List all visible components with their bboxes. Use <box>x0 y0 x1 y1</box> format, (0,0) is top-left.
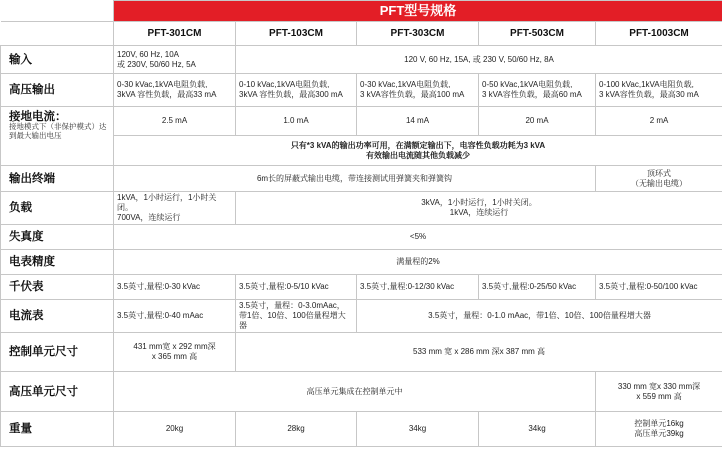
hv-output-cell: 0-50 kVac,1kVA电阻负载, 3 kVA容性负载，最高60 mA <box>479 74 596 107</box>
input-cell: 120V, 60 Hz, 10A 或 230V, 50/60 Hz, 5A <box>114 46 236 74</box>
table-row-hv-output <box>1 74 722 107</box>
load-shared-cell: 3kVA，1小时运行，1小时关闭。 1kVA，连续运行 <box>236 192 722 225</box>
table-row-kv-meter <box>1 275 722 300</box>
ground-value: 2.5 mA <box>114 107 236 136</box>
weight-cell: 28kg <box>236 412 357 447</box>
terminal-last: 顶环式 （无输出电缆） <box>596 166 722 192</box>
ground-note: 只有*3 kVA的输出功率可用，在满额定输出下，电容性负载功耗为3 kVA 有效输出电流随其他负载减少 <box>114 136 722 166</box>
hv-size-main: 高压单元集成在控制单元中 <box>114 372 596 412</box>
kv-meter-cell: 3.5英寸,量程:0-25/50 kVac <box>479 275 596 300</box>
table-row-input <box>1 46 722 74</box>
row-label: 高压输出 <box>1 74 114 107</box>
title-row <box>1 1 722 22</box>
table-row-distortion <box>1 225 722 250</box>
meter-accuracy-value: 满量程的2% <box>114 250 722 275</box>
model-header: PFT-1003CM <box>596 22 722 46</box>
model-header: PFT-303CM <box>357 22 479 46</box>
model-header-row <box>1 22 722 46</box>
table-row-control-size <box>1 333 722 372</box>
table-row-terminal <box>1 166 722 192</box>
table-title: PFT型号规格 <box>114 1 722 22</box>
table-row-current-meter <box>1 300 722 333</box>
model-header: PFT-503CM <box>479 22 596 46</box>
table-row-meter-accuracy <box>1 250 722 275</box>
row-label: 输入 <box>1 46 114 74</box>
model-header: PFT-103CM <box>236 22 357 46</box>
current-meter-shared-cell: 3.5英寸，量程：0-1.0 mAac，带1倍、10倍、100倍量程增大器 <box>357 300 722 333</box>
row-label: 输出终端 <box>1 166 114 192</box>
weight-cell-last: 控制单元16kg 高压单元39kg <box>596 412 722 447</box>
weight-cell: 20kg <box>114 412 236 447</box>
weight-cell: 34kg <box>357 412 479 447</box>
row-label: 电表精度 <box>1 250 114 275</box>
hv-size-last: 330 mm 宽x 330 mm深 x 559 mm 高 <box>596 372 722 412</box>
hv-output-cell: 0-30 kVac,1kVA电阻负载, 3kVA 容性负载，最高33 mA <box>114 74 236 107</box>
kv-meter-cell: 3.5英寸,量程:0-50/100 kVac <box>596 275 722 300</box>
row-label: 负载 <box>1 192 114 225</box>
control-size-cell: 431 mm宽 x 292 mm深 x 365 mm 高 <box>114 333 236 372</box>
kv-meter-cell: 3.5英寸,量程:0-30 kVac <box>114 275 236 300</box>
ground-value: 14 mA <box>357 107 479 136</box>
ground-value: 20 mA <box>479 107 596 136</box>
model-header: PFT-301CM <box>114 22 236 46</box>
row-label: 高压单元尺寸 <box>1 372 114 412</box>
input-shared-cell: 120 V, 60 Hz, 15A, 或 230 V, 50/60 Hz, 8A <box>236 46 722 74</box>
table-row-load <box>1 192 722 225</box>
ground-value: 2 mA <box>596 107 722 136</box>
row-label: 控制单元尺寸 <box>1 333 114 372</box>
hv-output-cell: 0-10 kVac,1kVA电阻负载, 3kVA 容性负载，最高300 mA <box>236 74 357 107</box>
row-label: 重量 <box>1 412 114 447</box>
load-cell: 1kVA，1小时运行，1小时关闭。 700VA，连续运行 <box>114 192 236 225</box>
kv-meter-cell: 3.5英寸,量程:0-5/10 kVac <box>236 275 357 300</box>
hv-output-cell: 0-100 kVac,1kVA电阻负载, 3 kVA容性负载，最高30 mA <box>596 74 722 107</box>
distortion-value: <5% <box>114 225 722 250</box>
control-size-shared-cell: 533 mm 宽 x 286 mm 深x 387 mm 高 <box>236 333 722 372</box>
ground-value: 1.0 mA <box>236 107 357 136</box>
row-label-ground: 接地电流： 接地模式下（非保护模式）达到最大输出电压 <box>1 107 114 166</box>
row-label: 电流表 <box>1 300 114 333</box>
terminal-main: 6m长的屏蔽式输出电缆，带连接测试用弹簧夹和弹簧钩 <box>114 166 596 192</box>
table-row-hv-size <box>1 372 722 412</box>
ground-sub-label: 接地模式下（非保护模式）达到最大输出电压 <box>9 122 107 140</box>
current-meter-cell: 3.5英寸，量程：0-3.0mAac， 带1倍、10倍、100倍量程增大器 <box>236 300 357 333</box>
current-meter-cell: 3.5英寸,量程:0-40 mAac <box>114 300 236 333</box>
row-label: 失真度 <box>1 225 114 250</box>
table-row-weight <box>1 412 722 447</box>
row-label: 千伏表 <box>1 275 114 300</box>
weight-cell: 34kg <box>479 412 596 447</box>
table-row-ground-current <box>1 107 722 136</box>
kv-meter-cell: 3.5英寸,量程:0-12/30 kVac <box>357 275 479 300</box>
hv-output-cell: 0-30 kVac,1kVA电阻负载, 3 kVA容性负载，最高100 mA <box>357 74 479 107</box>
